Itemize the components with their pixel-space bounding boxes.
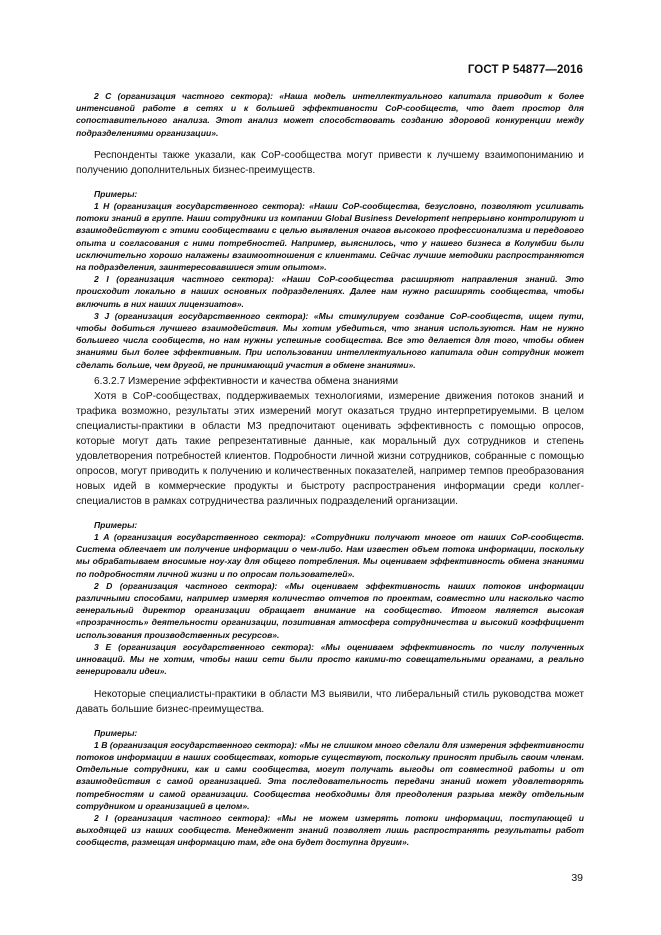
example-text: 1 H (организация государственного сектора): «Наши CoP-сообщества, безусловно, позволяют усиливать потоки знаний в группе. Наши сотрудники из компании Global Business Development непрерывно контролируют и взаимодействуют с этими сообществами с целью выявления очагов высокого профессионализма и передового опыта и согласования с ними потребностей. Например, выяснилось, что у нашего бизнеса в Колумбии были исключительно хорошо налажены взаимоотношения с клиентами. Сейчас лучшие методики распространяются на подразделения, заинтересовавшиеся этим опытом». bbox=[76, 201, 584, 273]
example-text: 2 D (организация частного сектора): «Мы оцениваем эффективность наших потоков информации различными способами, например измеряя количество отчетов по проектам, совместно или насколько часто генеральный директор организации обращает внимание на сообщество. Итогом является высокая «прозрачность» деятельности организации, позитивная атмосфера сотрудничества и высокий коэффициент использования производственных ресурсов». bbox=[76, 580, 584, 640]
body-paragraph: Некоторые специалисты-практики в области МЗ выявили, что либеральный стиль руководства может давать большие бизнес-преимущества. bbox=[76, 688, 584, 715]
section-heading: 6.3.2.7 Измерение эффективности и качества обмена знаниями bbox=[94, 375, 399, 387]
example-text: 1 A (организация государственного сектора): «Сотрудники получают многое от наших CoP-сообществ. Система облегчает им получение информации о чем-либо. Нам известен объем потока информации, поскольку мы обрабатываем вносимые ноу-хау для общего потребления. Мы оцениваем эффективность обмена знаниями по подробностям личной жизни и по опросам пользователей». bbox=[76, 532, 584, 579]
body-paragraph: Хотя в CoP-сообществах, поддерживаемых технологиями, измерение движения потоков знаний и трафика возможно, результаты этих измерений могут оказаться трудно интерпретируемыми. В целом специалисты-практики в области МЗ предпочитают оценивать эффективность с помощью опросов, которые могут дать такие репрезентативные данные, как моральный дух сотрудников и степень удовлетворения потребностей клиентов. Подробности личной жизни сотрудников, собранные с помощью опросов, могут приводить к получению и количественных показателей, например темпов преобразования новых идей в коммерческие продукты и быстроту распространения информации среди коллег-специалистов в рамках сотрудничества различных подразделений организации. bbox=[76, 390, 584, 507]
example-text: 2 C (организация частного сектора): «Наша модель интеллектуального капитала приводит к более интенсивной работе в сетях и к большей эффективности CoP-сообществ, что дает простор для сопоставительного анализа. Этот анализ может способствовать созданию здоровой конкуренции между подразделениями организации». bbox=[76, 91, 584, 138]
example-text: 2 I (организация частного сектора): «Наши CoP-сообщества расширяют направления знаний. Это происходит локально в наших основных подразделениях. Далее нам нужно расширять сообщества, чтобы включить в них наших лицензиатов». bbox=[76, 274, 584, 309]
example-text: 2 I (организация частного сектора): «Мы не можем измерять потоки информации, поступающей и выходящей из наших сообществ. Менеджмент знаний позволяет лишь распространять результаты работ сообществ, размещая информацию там, где она будет доступна другим». bbox=[76, 812, 584, 848]
example-text: 1 B (организация государственного сектора): «Мы не слишком много сделали для измерения эффективности потоков информации в наших сообществах, которые существуют, поскольку приносят прибыль своим членам. Отдельные сотрудники, как и сами сообщества, могут получать выгоды от совместной работы и от взаимодействия с самой организацией. Эта последовательность передачи знаний может удовлетворять потребностям и самой организации. Сообщества необходимы для преодоления разрыва между отдельным сотрудником и организацией в целом». bbox=[76, 739, 584, 811]
page-body bbox=[76, 90, 584, 849]
standard-code: ГОСТ Р 54877—2016 bbox=[467, 64, 583, 76]
body-paragraph: Респонденты также указали, как CoP-сообщества могут привести к лучшему взаимопониманию и получению дополнительных бизнес-преимуществ. bbox=[76, 149, 584, 176]
example-text: 3 J (организация государственного сектора): «Мы стимулируем создание CoP-сообществ, ищем пути, чтобы добиться лучшего взаимодействия. Мы хотим убедиться, что знания используются. Нам не нужно большего числа сообществ, но нам нужны успешные сообщества. Все это делается для того, чтобы обмен знаниями был более эффективным. При использовании интеллектуального капитала один сотрудник может сделать больше, чем другой, не принимающий участия в обмене знаниями». bbox=[76, 310, 584, 370]
examples-heading: Примеры: bbox=[94, 188, 138, 199]
example-text: 3 E (организация государственного сектора): «Мы оцениваем эффективность по числу полученных инноваций. Мы не хотим, чтобы наши сети были просто какими-то совещательными органами, а реально генерировали идеи». bbox=[76, 641, 584, 677]
page-number: 39 bbox=[571, 872, 583, 884]
examples-heading: Примеры: bbox=[94, 727, 138, 738]
examples-heading: Примеры: bbox=[94, 519, 138, 530]
